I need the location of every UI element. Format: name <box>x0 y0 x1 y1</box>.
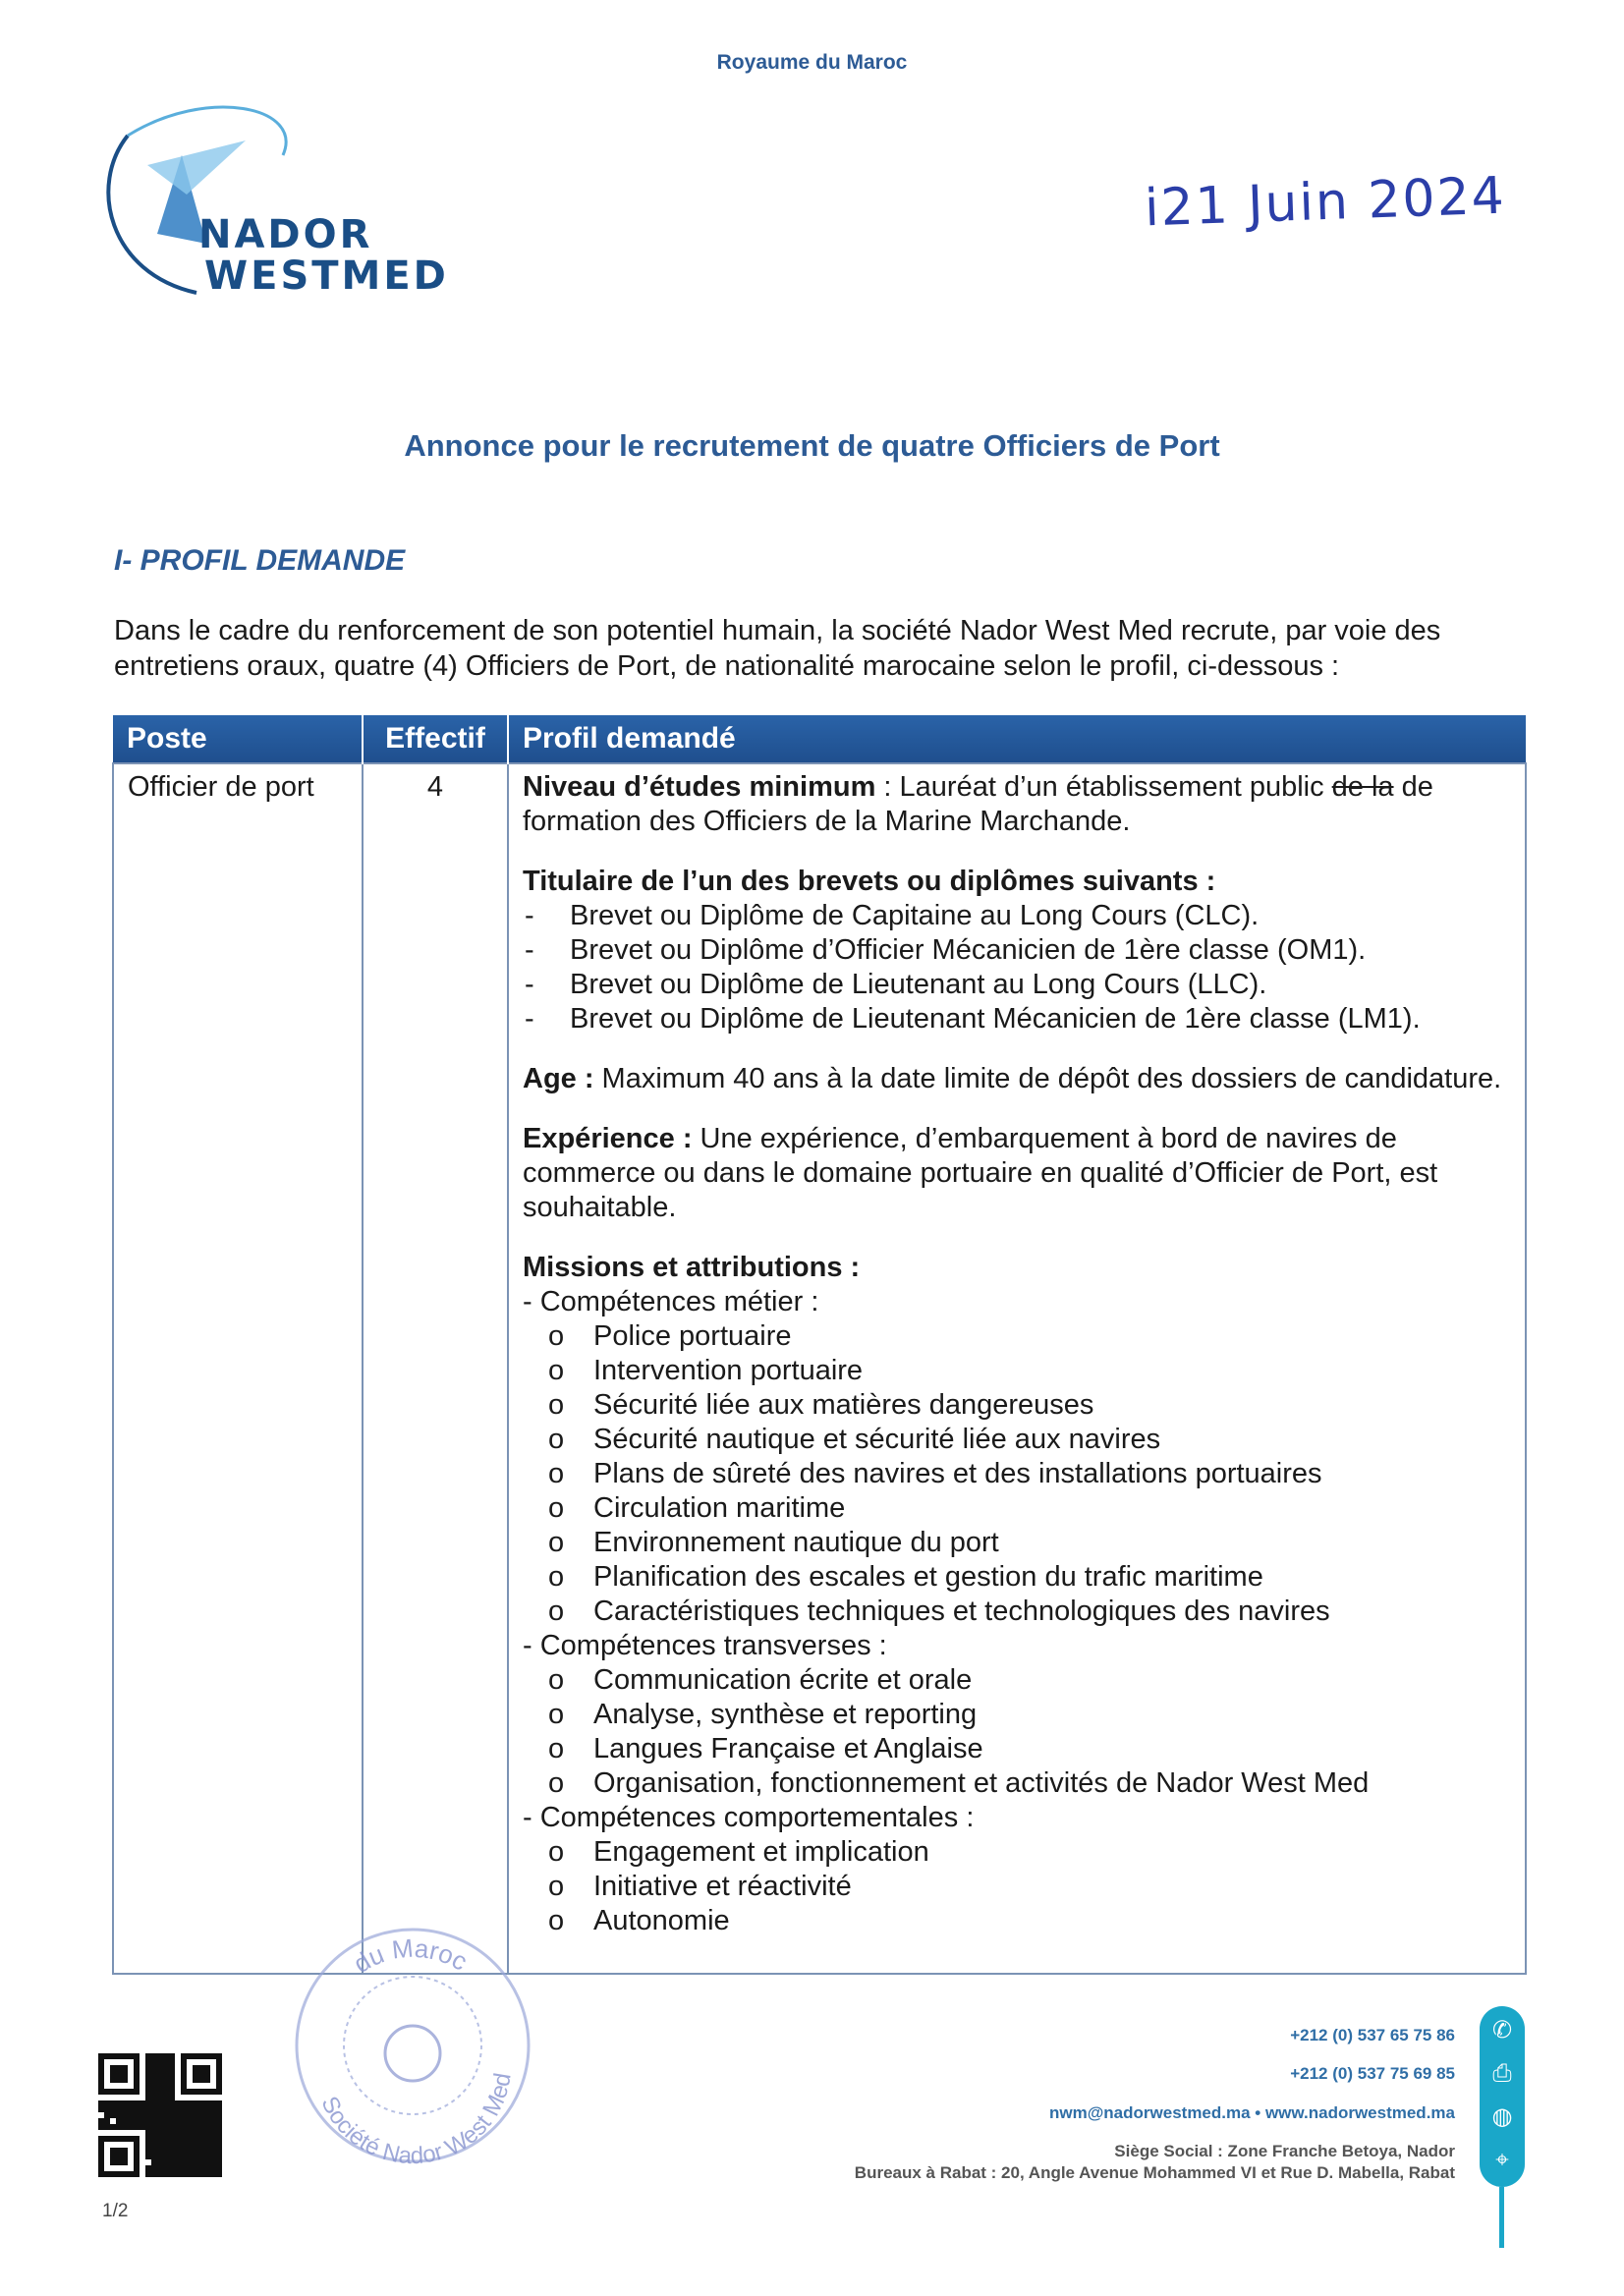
missions-label: Missions et attributions : <box>523 1252 861 1283</box>
contact-fax: +212 (0) 537 75 69 85 <box>1290 2064 1455 2083</box>
table-header-row <box>113 715 1526 763</box>
company-logo <box>88 96 501 303</box>
contact-phone: +212 (0) 537 65 75 86 <box>1290 2026 1455 2044</box>
titulaire-label: Titulaire de l’un des brevets ou diplômes suivants : <box>523 866 1216 897</box>
list-item: o Police portuaire <box>523 1319 1511 1354</box>
list-item: o Intervention portuaire <box>523 1354 1511 1388</box>
titulaire-block <box>523 865 1511 1036</box>
niveau-label: Niveau d’études minimum <box>523 771 876 803</box>
seal-top-text: du Maroc <box>348 1932 473 1980</box>
list-item: - Brevet ou Diplôme de Lieutenant Mécanicien de 1ère classe (LM1). <box>523 1002 1511 1036</box>
kingdom-header: Royaume du Maroc <box>716 51 908 74</box>
list-item: o Engagement et implication <box>523 1835 1511 1870</box>
qr-code-icon <box>98 2053 222 2177</box>
seal-bottom-text: Société Nador West Med <box>315 2071 517 2170</box>
list-item: - Brevet ou Diplôme de Lieutenant au Long Cours (LLC). <box>523 968 1511 1002</box>
cell-profil <box>508 763 1526 1974</box>
comportementales-list <box>523 1835 1511 1938</box>
fax-icon: ⎙ <box>1492 2059 1512 2087</box>
list-item: o Langues Française et Anglaise <box>523 1732 1511 1766</box>
section-heading: I- PROFIL DEMANDE <box>114 544 406 577</box>
list-item: o Communication écrite et orale <box>523 1663 1511 1698</box>
header-poste: Poste <box>113 715 363 763</box>
metier-list <box>523 1319 1511 1629</box>
list-item: o Organisation, fonctionnement et activités de Nador West Med <box>523 1766 1511 1801</box>
logo-text-westmed: WESTMED <box>204 253 449 299</box>
cell-effectif: 4 <box>363 763 508 1974</box>
cell-poste: Officier de port <box>113 763 363 1974</box>
niveau-struck: de la <box>1331 771 1394 803</box>
logo-text-nador: NADOR <box>198 212 373 257</box>
age-text: Maximum 40 ans à la date limite de dépôt des dossiers de candidature. <box>593 1063 1502 1094</box>
list-item: o Autonomie <box>523 1904 1511 1938</box>
list-item: o Planification des escales et gestion du trafic maritime <box>523 1560 1511 1595</box>
list-item: o Plans de sûreté des navires et des installations portuaires <box>523 1457 1511 1491</box>
list-item: o Circulation maritime <box>523 1491 1511 1526</box>
phone-icon: ✆ <box>1491 2016 1513 2044</box>
transverses-list <box>523 1663 1511 1801</box>
contact-bar-stem <box>1499 2187 1504 2248</box>
list-item: o Caractéristiques techniques et technologiques des navires <box>523 1595 1511 1629</box>
niveau-text-b: de formation des Officiers de la Marine Marchande. <box>523 771 1433 837</box>
list-item: o Analyse, synthèse et reporting <box>523 1698 1511 1732</box>
header-profil: Profil demandé <box>508 715 1526 763</box>
table-row <box>113 763 1526 1974</box>
intro-paragraph: Dans le cadre du renforcement de son potentiel humain, la société Nador West Med recrute, par voie des entretiens oraux, quatre (4) Officiers de Port, de nationalité marocaine selon le profil, ci-dessous : <box>114 615 1441 682</box>
list-item: - Brevet ou Diplôme de Capitaine au Long Cours (CLC). <box>523 899 1511 933</box>
globe-icon: ◍ <box>1491 2102 1513 2130</box>
comportementales-label: - Compétences comportementales : <box>523 1802 975 1833</box>
list-item: o Initiative et réactivité <box>523 1870 1511 1904</box>
qr-code <box>98 2053 222 2177</box>
age-block <box>523 1062 1511 1096</box>
niveau-text-a: : Lauréat d’un établissement public <box>875 771 1332 803</box>
contact-icon-bar <box>1480 2006 1525 2187</box>
date-stamp-value: 21 Juin 2024 <box>1159 166 1507 238</box>
experience-label: Expérience : <box>523 1123 693 1154</box>
document-title: Annonce pour le recrutement de quatre Officiers de Port <box>404 428 1220 463</box>
transverses-label: - Compétences transverses : <box>523 1630 887 1661</box>
missions-block <box>523 1251 1511 1938</box>
age-label: Age : <box>523 1063 594 1094</box>
contact-bureaux: Bureaux à Rabat : 20, Angle Avenue Mohammed VI et Rue D. Mabella, Rabat <box>854 2163 1455 2182</box>
metier-label: - Compétences métier : <box>523 1286 819 1317</box>
profile-table <box>112 715 1527 1975</box>
date-stamp-prefix: i <box>1144 178 1162 239</box>
niveau-block <box>523 770 1511 839</box>
header-effectif: Effectif <box>363 715 508 763</box>
seal-stamp-icon <box>285 1918 540 2173</box>
list-item: o Sécurité nautique et sécurité liée aux navires <box>523 1423 1511 1457</box>
experience-block <box>523 1122 1511 1225</box>
contact-siege: Siège Social : Zone Franche Betoya, Nador <box>1114 2142 1455 2160</box>
contact-email-web: nwm@nadorwestmed.ma • www.nadorwestmed.ma <box>1049 2103 1455 2122</box>
page-number: 1/2 <box>102 2201 129 2221</box>
company-seal <box>285 1918 540 2173</box>
location-icon: ⌖ <box>1495 2146 1509 2173</box>
date-stamp <box>1144 167 1507 239</box>
list-item: o Sécurité liée aux matières dangereuses <box>523 1388 1511 1423</box>
list-item: o Environnement nautique du port <box>523 1526 1511 1560</box>
experience-text: Une expérience, d’embarquement à bord de navires de commerce ou dans le domaine portuaire en qualité d’Officier de Port, est souhaitable. <box>523 1123 1438 1223</box>
list-item: - Brevet ou Diplôme d’Officier Mécanicien de 1ère classe (OM1). <box>523 933 1511 968</box>
brevets-list <box>523 899 1511 1036</box>
